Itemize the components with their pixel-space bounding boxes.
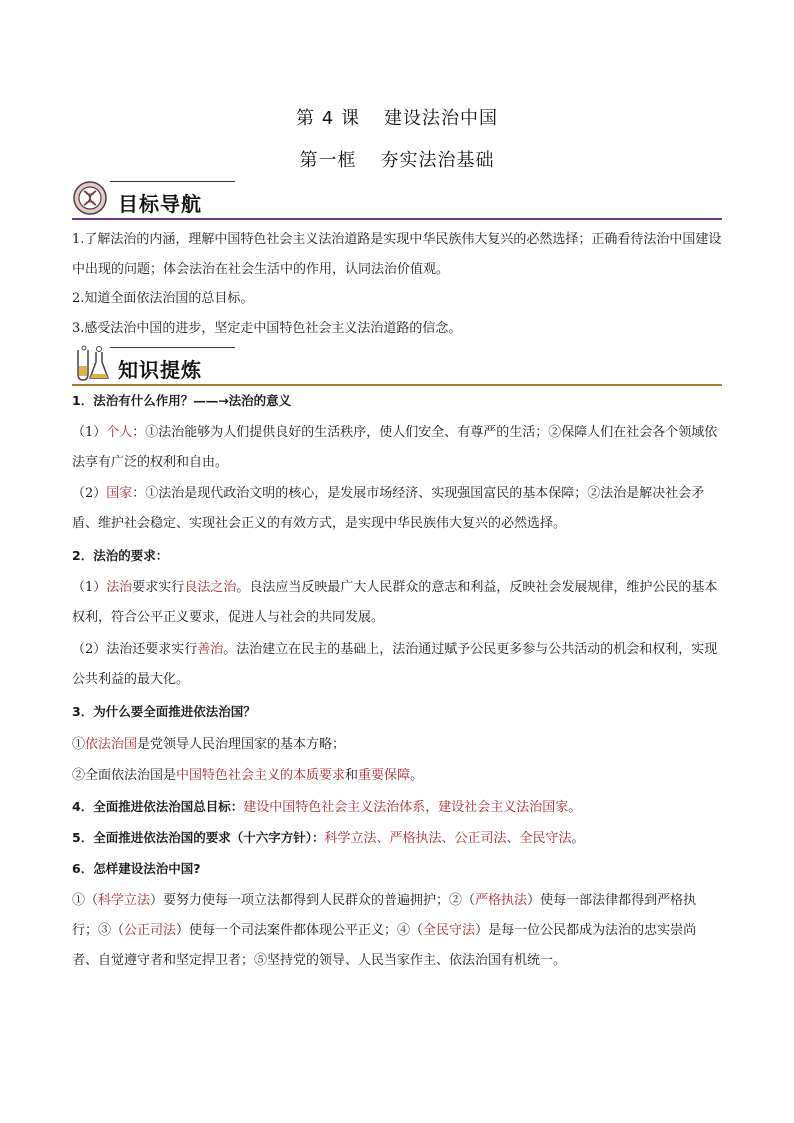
- lesson-number: 第 4 课: [296, 108, 360, 129]
- keyword-universal-observance: 全民守法: [423, 923, 476, 938]
- answer-2-good-law: [72, 573, 722, 633]
- goals-heading: 目标导航: [118, 192, 202, 216]
- frame-number: 第一框: [299, 150, 357, 171]
- keyword-strict-enforcement: 严格执法: [475, 893, 528, 908]
- question-4: [72, 792, 722, 823]
- frame-title: [0, 146, 794, 172]
- answer-text: ）使每一个司法案件都体现公平正义；④（: [176, 923, 424, 938]
- answer-text: ：①法治能够为人们提供良好的生活秩序，使人们安全、有尊严的生活；②保障人们在社会各个领域依法享有广泛的权利和自由。: [72, 425, 718, 470]
- knowledge-heading: 知识提炼: [118, 358, 202, 382]
- lesson-name: 建设法治中国: [383, 108, 498, 129]
- knowledge-section-header: [72, 344, 722, 386]
- goal-item-1: 1.了解法治的内涵，理解中国特色社会主义法治道路是实现中华民族伟大复兴的必然选择；正确看待法治中国建设中出现的问题；体会法治在社会生活中的作用，认同法治价值观。: [72, 232, 722, 277]
- answer-text: 和: [345, 768, 359, 783]
- frame-name: 夯实法治基础: [380, 150, 495, 171]
- answer-text: ）是每一位公民都成为法治的忠实崇尚者、自觉遵守者和坚定捍卫者；⑤坚持党的领导、人民当家作主、依法治国有机统一。: [72, 923, 697, 968]
- dna-badge-icon: [72, 178, 112, 218]
- goal-item-2: 2.知道全面依法治国的总目标。: [72, 291, 254, 306]
- keyword-scientific-legislation: 科学立法: [98, 893, 151, 908]
- keyword-state: 国家: [106, 486, 133, 501]
- answer-2-good-governance: [72, 635, 722, 695]
- goals-section-header: [72, 178, 722, 220]
- keyword-essential-requirement: 中国特色社会主义的本质要求: [176, 768, 346, 783]
- goals-underline: [72, 218, 722, 220]
- question-5-label: 5．全面推进依法治国的要求（十六字方针）：: [72, 830, 325, 845]
- answer-1-personal: [72, 418, 722, 478]
- keyword-important-guarantee: 重要保障: [358, 768, 411, 783]
- lesson-title: [0, 104, 794, 130]
- question-4-label: 4．全面推进依法治国总目标：: [72, 799, 244, 814]
- answer-text: 。: [568, 800, 582, 815]
- answer-text: 是党领导人民治理国家的基本方略；: [137, 737, 346, 752]
- question-2: 2．法治的要求：: [72, 548, 169, 563]
- answer-1-state: [72, 479, 722, 539]
- answer-prefix: ②全面依法治国是: [72, 768, 177, 783]
- answer-prefix: （2）法治还要求实行: [72, 642, 198, 657]
- answer-prefix: （1）: [72, 425, 107, 440]
- answer-6: [72, 886, 722, 976]
- lab-flask-icon: [72, 344, 112, 384]
- answer-text: 。法治建立在民主的基础上，法治通过赋予公民更多参与公共活动的机会和权利，实现公共利益的最大化。: [72, 642, 718, 687]
- keyword-personal: 个人: [106, 425, 133, 440]
- answer-text: ：①法治是现代政治文明的核心，是发展市场经济、实现强国富民的基本保障；②法治是解决社会矛盾、维护社会稳定、实现社会正义的有效方式，是实现中华民族伟大复兴的必然选择。: [72, 486, 705, 531]
- answer-text: ①（: [72, 893, 99, 908]
- keyword-good-law: 良法之治: [184, 580, 237, 595]
- answer-prefix: （2）: [72, 486, 107, 501]
- question-3: 3．为什么要全面推进依法治国？: [72, 704, 256, 719]
- question-1: 1．法治有什么作用？——→法治的意义: [72, 393, 292, 408]
- answer-text: ）要努力使每一项立法都得到人民群众的普遍拥护；②（: [150, 893, 476, 908]
- sixteen-character-policy: 科学立法、严格执法、公正司法、全民守法: [324, 831, 572, 846]
- goal-item-3: 3.感受法治中国的进步，坚定走中国特色社会主义法治道路的信念。: [72, 321, 462, 336]
- answer-text: 。: [410, 768, 424, 783]
- answer-3-1: [72, 730, 722, 760]
- header-top-rule: [110, 347, 235, 348]
- overall-goal-value: 建设中国特色社会主义法治体系，建设社会主义法治国家: [243, 800, 569, 815]
- answer-text: 。良法应当反映最广大人民群众的意志和利益，反映社会发展规律，维护公民的基本权利，符合公平正义要求，促进人与社会的共同发展。: [72, 580, 718, 625]
- answer-text: 要求实行: [132, 580, 185, 595]
- answer-3-2: [72, 761, 722, 791]
- answer-text: 。: [571, 831, 585, 846]
- keyword-rule-by-law: 依法治国: [85, 737, 138, 752]
- keyword-good-governance: 善治: [197, 642, 224, 657]
- header-top-rule: [110, 181, 235, 182]
- answer-prefix: （1）: [72, 580, 107, 595]
- answer-text: ）使每一部法律都得到严格执行；③（: [72, 893, 697, 938]
- keyword-impartial-justice: 公正司法: [124, 923, 177, 938]
- answer-prefix: ①: [72, 737, 86, 752]
- question-5: [72, 823, 722, 854]
- keyword-rule-of-law: 法治: [106, 580, 133, 595]
- question-6: 6．怎样建设法治中国?: [72, 861, 201, 876]
